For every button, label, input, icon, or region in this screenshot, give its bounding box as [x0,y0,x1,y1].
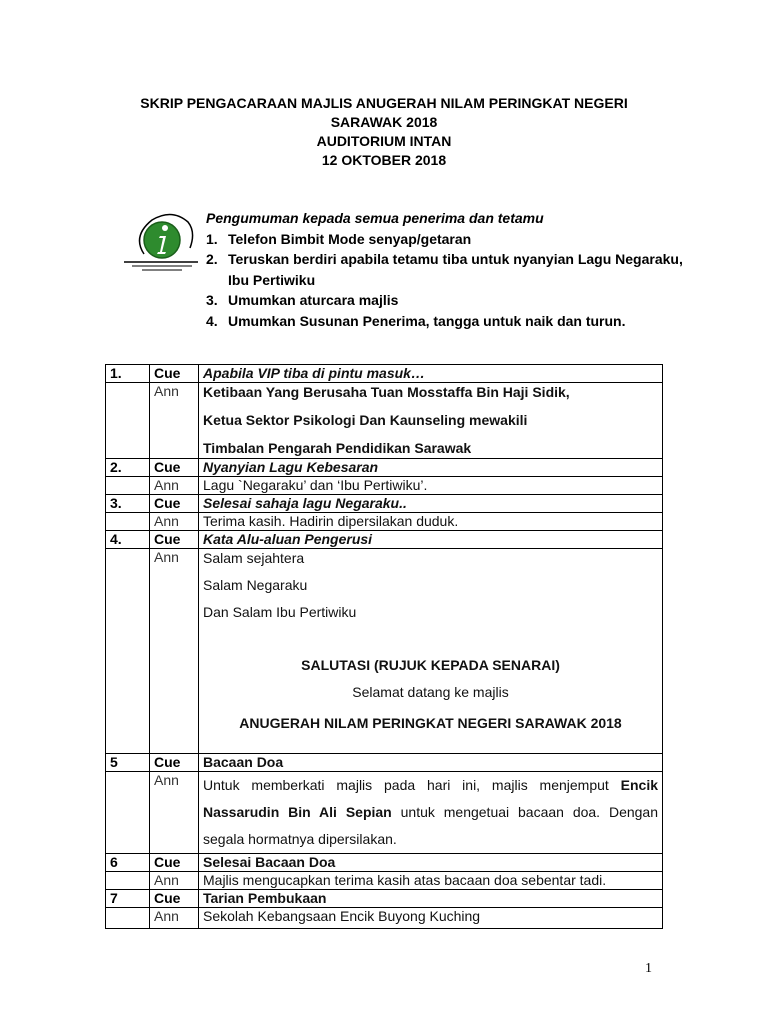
row-text: Lagu `Negaraku’ dan ‘Ibu Pertiwiku’. [199,477,663,495]
row-number [106,513,150,531]
welcome-text: Selamat datang ke majlis [352,684,509,700]
row-type: Cue [150,495,199,513]
table-row [106,513,663,531]
row-text: Tarian Pembukaan [199,890,663,908]
table-row [106,854,663,872]
row-number: 5 [106,754,150,772]
table-row [106,477,663,495]
title-line-2: SARAWAK 2018 [330,114,438,130]
program-script-table [105,364,663,929]
announcement-item: 4. Umumkan Susunan Penerima, tangga untuk naik dan turun. [206,312,626,329]
row-type: Cue [150,365,199,383]
table-row [106,365,663,383]
table-row [106,549,663,754]
row-number [106,772,150,854]
row-number [106,549,150,754]
row-type: Ann [150,477,199,495]
announcement-item: 1. Telefon Bimbit Mode senyap/getaran [206,230,472,247]
table-row [106,890,663,908]
document-title [0,94,768,170]
title-line-1: SKRIP PENGACARAAN MAJLIS ANUGERAH NILAM PERINGKAT NEGERI [140,95,628,111]
row-number: 1. [106,365,150,383]
row-type: Ann [150,872,199,890]
row-type: Cue [150,854,199,872]
table-row [106,383,663,459]
announcement-item: 3. Umumkan aturcara majlis [206,292,399,308]
table-row [106,495,663,513]
title-line-3: AUDITORIUM INTAN [316,133,452,149]
table-row [106,908,663,929]
row-number [106,872,150,890]
table-row [106,872,663,890]
row-text: Untuk memberkati majlis pada hari ini, majlis menjemput Encik Nassarudin Bin Ali Sepian untuk mengetuai bacaan doa. Dengan segala hormatnya dipersilakan. [199,772,663,854]
row-number: 3. [106,495,150,513]
row-number: 4. [106,531,150,549]
announcement-heading: Pengumuman kepada semua penerima dan tetamu [206,210,544,226]
announcement-item: 2. Teruskan berdiri apabila tetamu tiba untuk nyanyian Lagu Negaraku, Ibu Pertiwiku [206,251,683,288]
page-number: 1 [645,961,652,976]
row-type: Cue [150,754,199,772]
row-text: Selesai Bacaan Doa [199,854,663,872]
announcement-block [122,208,702,328]
row-type: Cue [150,459,199,477]
row-text: Terima kasih. Hadirin dipersilakan duduk. [199,513,663,531]
row-text: Majlis mengucapkan terima kasih atas bacaan doa sebentar tadi. [199,872,663,890]
table-row [106,772,663,854]
row-text: Apabila VIP tiba di pintu masuk… [199,365,663,383]
row-type: Cue [150,890,199,908]
row-type: Ann [150,908,199,929]
row-text: Salam sejahtera Salam Negaraku Dan Salam Ibu Pertiwiku SALUTASI (RUJUK KEPADA SENARAI) Selamat datang ke majlis ANUGERAH NILAM PERINGKAT NEGERI SARAWAK 2018 [199,549,663,754]
row-text: Kata Alu-aluan Pengerusi [199,531,663,549]
row-type: Ann [150,513,199,531]
row-number: 7 [106,890,150,908]
row-number: 6 [106,854,150,872]
row-text: Selesai sahaja lagu Negaraku.. [199,495,663,513]
info-icon [122,210,202,276]
event-name: ANUGERAH NILAM PERINGKAT NEGERI SARAWAK 2018 [239,715,622,731]
row-text: Bacaan Doa [199,754,663,772]
row-type: Ann [150,383,199,459]
row-type: Ann [150,772,199,854]
row-text: Sekolah Kebangsaan Encik Buyong Kuching [199,908,663,929]
row-number [106,477,150,495]
row-type: Cue [150,531,199,549]
table-row [106,754,663,772]
row-text: Nyanyian Lagu Kebesaran [199,459,663,477]
row-number [106,908,150,929]
row-type: Ann [150,549,199,754]
title-line-4: 12 OKTOBER 2018 [321,152,447,168]
table-row [106,459,663,477]
row-text: Ketibaan Yang Berusaha Tuan Mosstaffa Bin Haji Sidik, Ketua Sektor Psikologi Dan Kaunseling mewakili Timbalan Pengarah Pendidikan Sarawak [199,383,663,459]
salutation-heading: SALUTASI (RUJUK KEPADA SENARAI) [301,657,560,673]
row-number [106,383,150,459]
table-row [106,531,663,549]
row-number: 2. [106,459,150,477]
